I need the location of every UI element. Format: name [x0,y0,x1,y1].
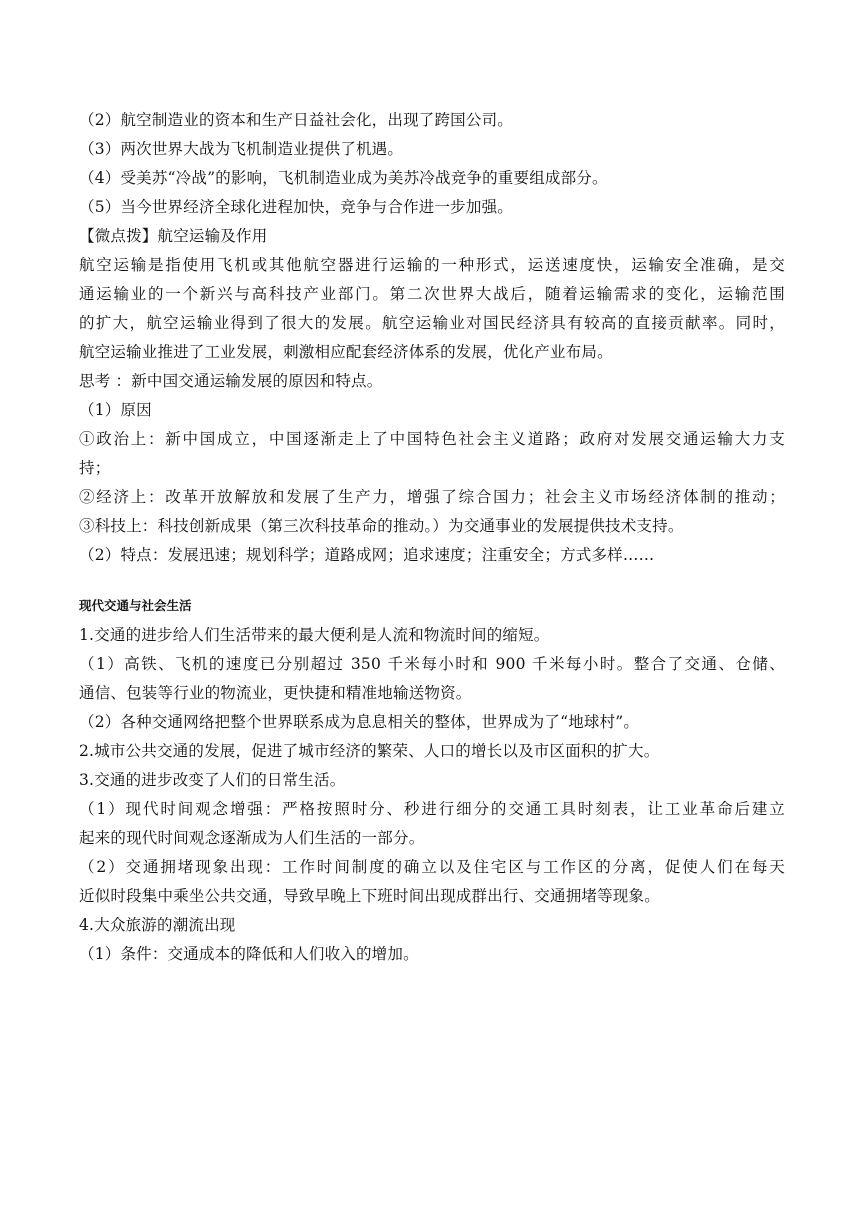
text-line: 1.交通的进步给人们生活带来的最大便利是人流和物流时间的缩短。 [79,626,550,644]
text-line: （1）现代时间观念增强：严格按照时分、秒进行细分的交通工具时刻表，让工业革命后建立 [79,800,785,818]
text-line: 通运输业的一个新兴与高科技产业部门。第二次世界大战后，随着运输需求的变化，运输范围 [79,285,785,303]
text-line: 3.交通的进步改变了人们的日常生活。 [79,771,346,789]
text-line: 4.大众旅游的潮流出现 [79,916,236,934]
text-line: 的扩大，航空运输业得到了很大的发展。航空运输业对国民经济具有较高的直接贡献率。同时， [79,314,785,332]
text-line: （2）交通拥堵现象出现：工作时间制度的确立以及住宅区与工作区的分离，促使人们在每天 [79,858,785,876]
text-line: 持； [79,459,111,477]
text-line: 航空运输是指使用飞机或其他航空器进行运输的一种形式，运送速度快，运输安全准确，是交 [79,256,785,274]
text-line: ①政治上：新中国成立，中国逐渐走上了中国特色社会主义道路；政府对发展交通运输大力支 [79,430,785,448]
text-line: （1）高铁、飞机的速度已分别超过 350 千米每小时和 900 千米每小时。整合了交通、仓储、 [79,655,785,673]
text-line: 起来的现代时间观念逐渐成为人们生活的一部分。 [79,829,425,847]
text-line: 思考 ：新中国交通运输发展的原因和特点。 [79,372,383,390]
text-line: 航空运输业推进了工业发展，刺激相应配套经济体系的发展，优化产业布局。 [79,343,613,361]
text-line: （3）两次世界大战为飞机制造业提供了机遇。 [79,140,404,158]
text-line: （4）受美苏“冷战”的影响，飞机制造业成为美苏冷战竞争的重要组成部分。 [79,169,608,187]
text-line: 2.城市公共交通的发展，促进了城市经济的繁荣、人口的增长以及市区面积的扩大。 [79,742,660,760]
text-line: （1）条件：交通成本的降低和人们收入的增加。 [79,945,419,963]
text-line: ③科技上：科技创新成果（第三次科技革命的推动。）为交通事业的发展提供技术支持。 [79,517,684,535]
text-line: 【微点拨】航空运输及作用 [79,227,268,245]
text-line: 通信、包装等行业的物流业，更快捷和精准地输送物资。 [79,684,472,702]
text-line: ②经济上：改革开放解放和发展了生产力，增强了综合国力；社会主义市场经济体制的推动； [79,488,785,506]
text-line: （2）各种交通网络把整个世界联系成为息息相关的整体，世界成为了“地球村”。 [79,713,640,731]
text-line: （1）原因 [79,401,152,419]
text-line: （2）特点：发展迅速；规划科学；道路成网；追求速度；注重安全；方式多样…… [79,546,655,564]
section-heading: 现代交通与社会生活 [79,598,192,613]
text-line: （5）当今世界经济全球化进程加快，竞争与合作进一步加强。 [79,198,513,216]
text-line: 近似时段集中乘坐公共交通，导致早晚上下班时间出现成群出行、交通拥堵等现象。 [79,887,660,905]
document-page [79,106,785,969]
text-line: （2）航空制造业的资本和生产日益社会化，出现了跨国公司。 [79,111,513,129]
